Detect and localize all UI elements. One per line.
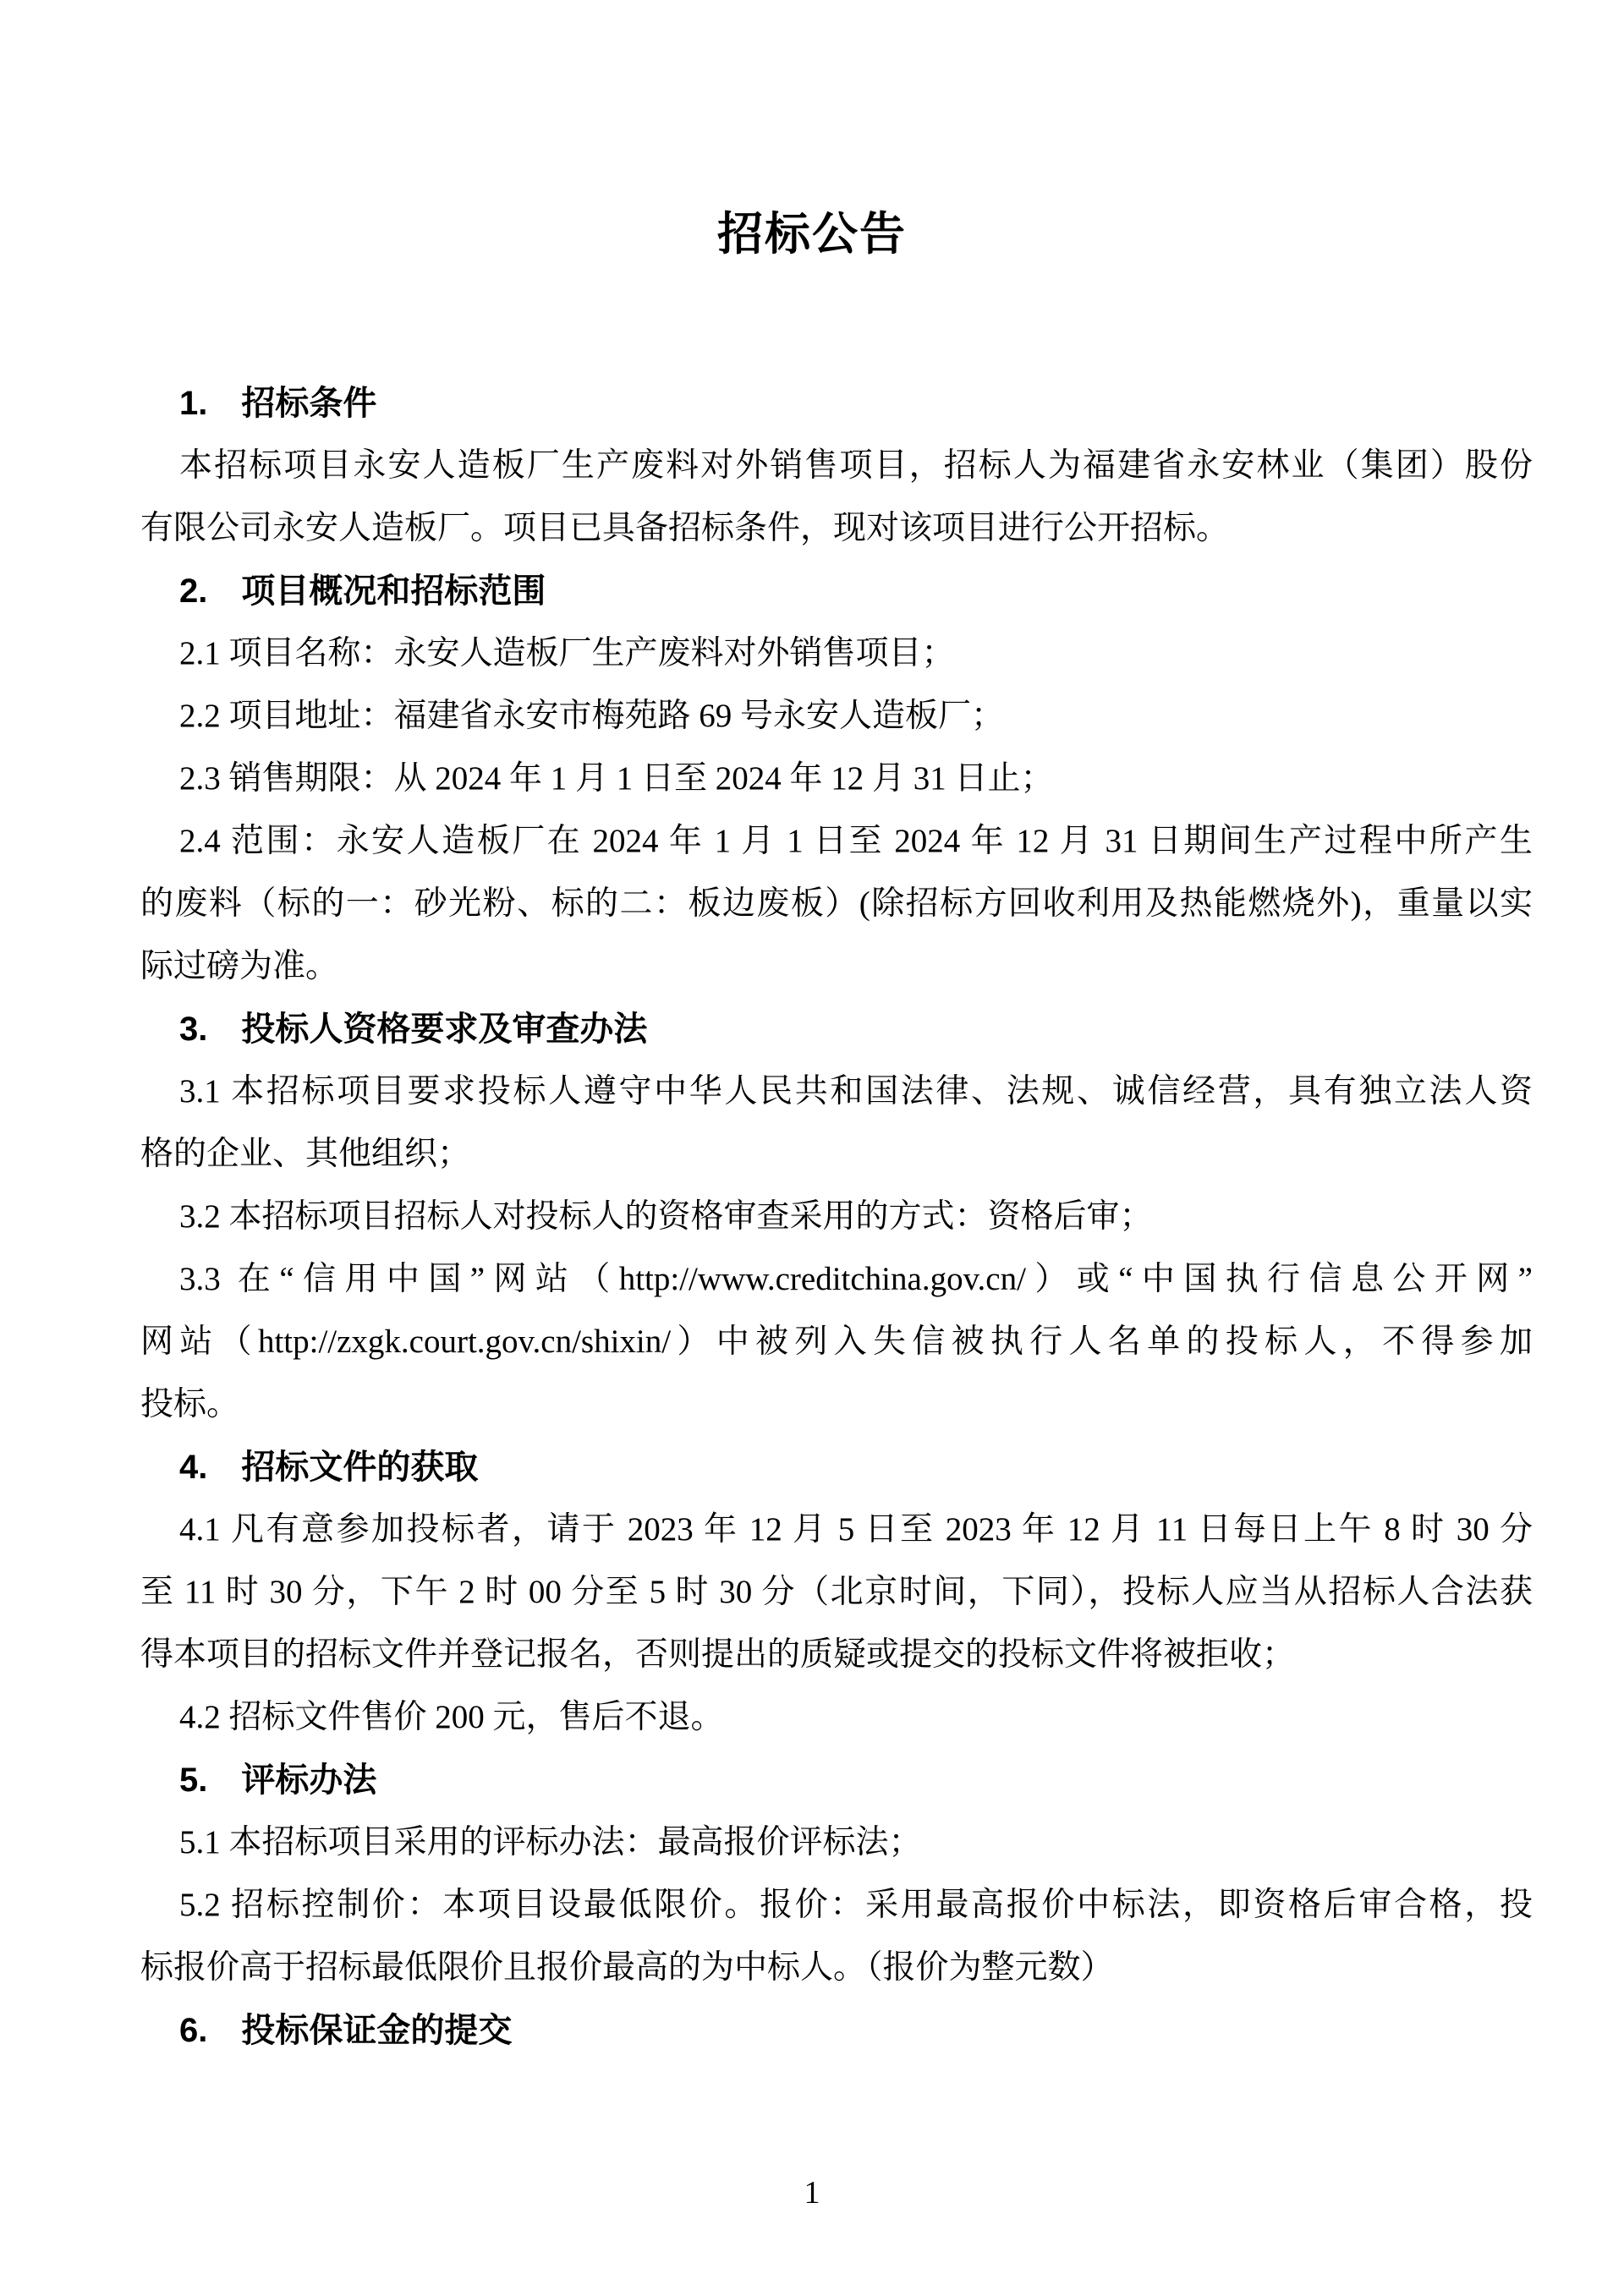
paragraph-line: 3.3 在“信用中国”网站（http://www.creditchina.gov.cn/）或“中国执行信息公开网” [179,1261,1533,1297]
paragraph-line: 2.4 范围：永安人造板厂在 2024 年 1 月 1 日至 2024 年 12 月 31 日期间生产过程中所产生 [179,823,1533,859]
paragraph-line: 4.1 凡有意参加投标者，请于 2023 年 12 月 5 日至 2023 年 12 月 11 日每日上午 8 时 30 分 [179,1511,1533,1548]
paragraph-line: 得本项目的招标文件并登记报名，否则提出的质疑或提交的投标文件将被拒收； [140,1636,1296,1673]
section-heading: 5. 评标办法 [179,1762,377,1799]
paragraph-line: 的废料（标的一：砂光粉、标的二：板边废板）(除招标方回收利用及热能燃烧外)，重量以实 [140,885,1533,922]
paragraph-line: 网站（http://zxgk.court.gov.cn/shixin/）中被列入失信被执行人名单的投标人，不得参加 [140,1323,1533,1360]
paragraph-line: 投标。 [140,1386,240,1422]
section-heading: 6. 投标保证金的提交 [179,2012,513,2049]
paragraph-line: 3.2 本招标项目招标人对投标人的资格审查采用的方式：资格后审； [179,1198,1153,1235]
document-content [140,372,1533,2062]
paragraph-line: 2.2 项目地址：福建省永安市梅苑路 69 号永安人造板厂； [179,698,1005,734]
paragraph-line: 5.1 本招标项目采用的评标办法：最高报价评标法； [179,1824,922,1860]
paragraph-line: 有限公司永安人造板厂。项目已具备招标条件，现对该项目进行公开招标。 [140,510,1230,546]
section-heading: 4. 招标文件的获取 [179,1449,479,1486]
page-number: 1 [804,2175,820,2211]
section-heading: 3. 投标人资格要求及审查办法 [179,1011,648,1048]
section-heading: 1. 招标条件 [179,385,377,422]
document-title: 招标公告 [717,209,907,260]
paragraph-line: 4.2 招标文件售价 200 元，售后不退。 [179,1699,724,1735]
paragraph-line: 际过磅为准。 [140,948,339,984]
paragraph-line: 2.3 销售期限：从 2024 年 1 月 1 日至 2024 年 12 月 31 日止； [179,760,1054,797]
section-heading: 2. 项目概况和招标范围 [179,573,546,610]
paragraph-line: 2.1 项目名称：永安人造板厂生产废料对外销售项目； [179,635,955,671]
paragraph-line: 本招标项目永安人造板厂生产废料对外销售项目，招标人为福建省永安林业（集团）股份 [179,447,1533,484]
paragraph-line: 至 11 时 30 分，下午 2 时 00 分至 5 时 30 分（北京时间，下同），投标人应当从招标人合法获 [140,1574,1533,1610]
paragraph-line: 3.1 本招标项目要求投标人遵守中华人民共和国法律、法规、诚信经营，具有独立法人资 [179,1073,1533,1110]
paragraph-line: 格的企业、其他组织； [140,1136,471,1172]
paragraph-line: 5.2 招标控制价：本项目设最低限价。报价：采用最高报价中标法，即资格后审合格，投 [179,1887,1533,1923]
paragraph-line: 标报价高于招标最低限价且报价最高的为中标人。（报价为整元数） [140,1949,1114,1986]
